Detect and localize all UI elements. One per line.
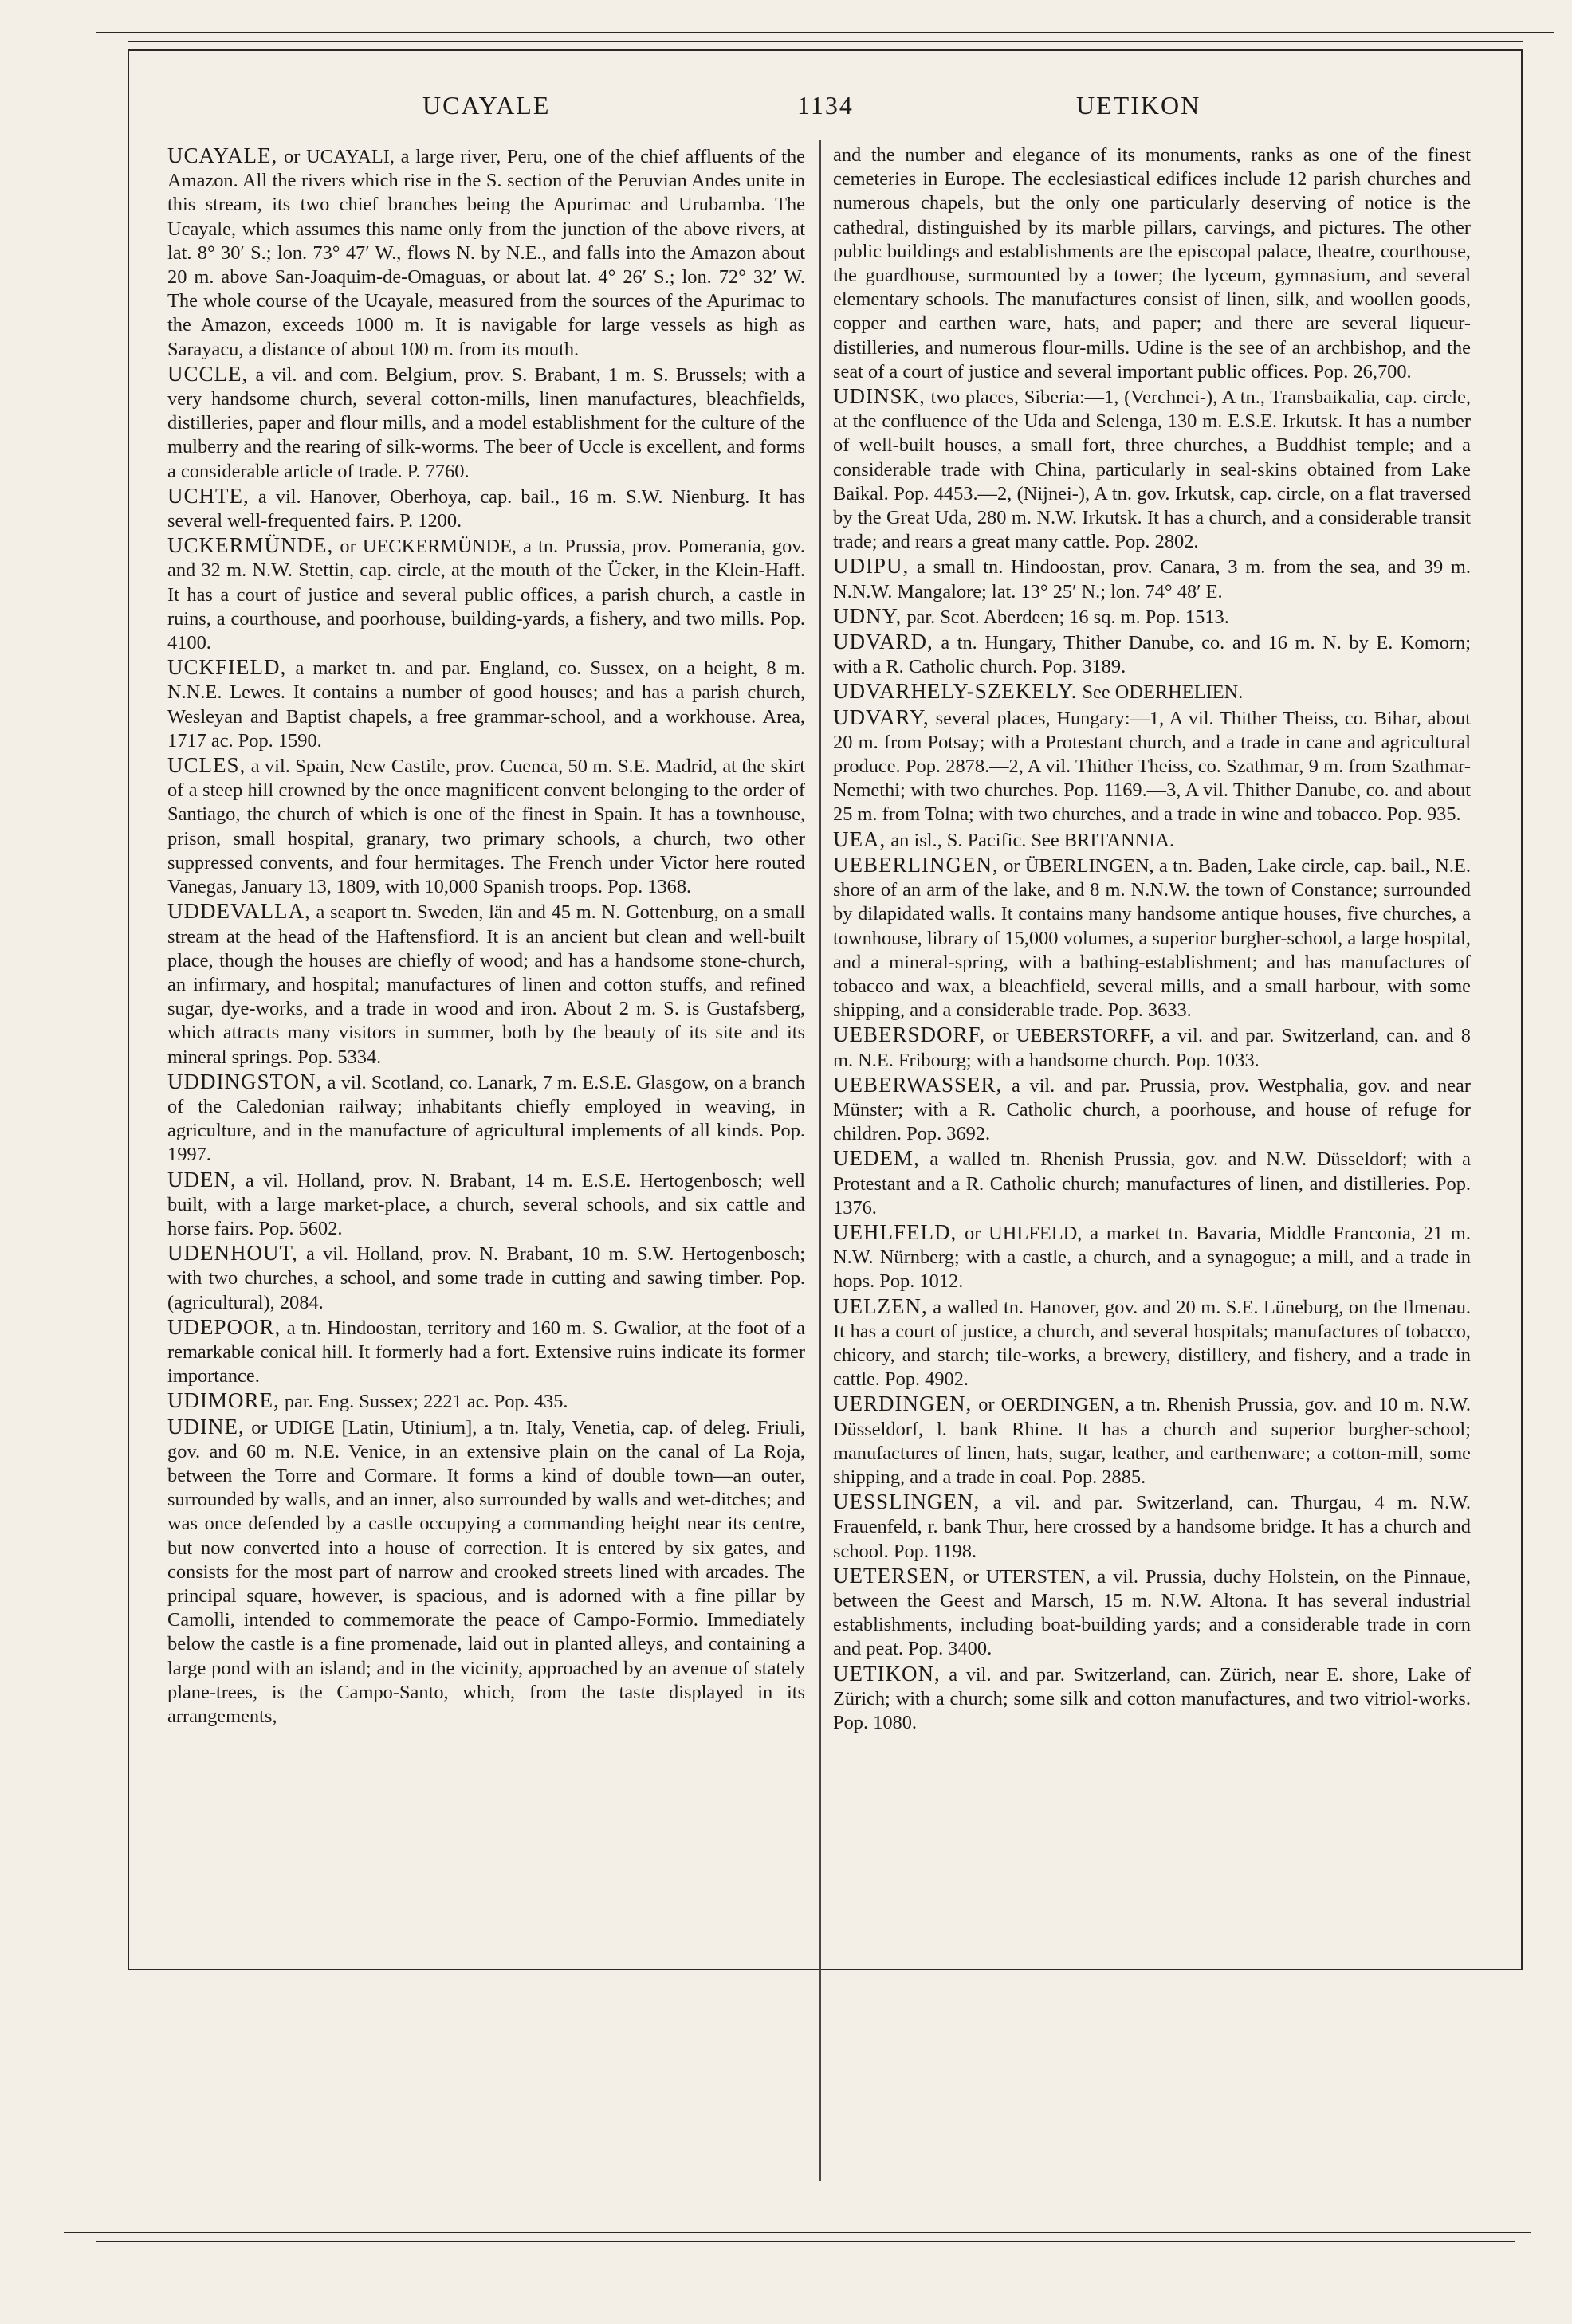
entry-text: a vil. Holland, prov. N. Brabant, 10 m. S.W. Hertogenbosch; with two churches, a school, and some trade in cutting and sawing timber. Pop. (agricultural), 2084. <box>167 1243 805 1313</box>
top-rule <box>96 32 1554 33</box>
gazetteer-entry <box>833 1564 1471 1662</box>
entry-headword: UCCLE, <box>167 361 249 386</box>
gazetteer-entry <box>167 484 805 533</box>
entry-text: two places, Siberia:—1, (Verchnei-), A tn., Transbaikalia, cap. circle, at the confluence of the Uda and Selenga, 130 m. E.S.E. Irkutsk. It has a number of well-built houses, a small fort, three churches, a Buddhist temple; and a considerable trade with China, particularly in seal-skins obtained from Lake Baikal. Pop. 4453.—2, (Nijnei-), A tn. gov. Irkutsk, cap. circle, on a flat traversed by the Great Uda, 280 m. N.W. Irkutsk. It has a church, and a considerable transit trade; and rears a great many cattle. Pop. 2802. <box>833 387 1471 553</box>
entry-text: par. Eng. Sussex; 2221 ac. Pop. 435. <box>279 1391 568 1413</box>
entry-headword: UDVARD, <box>833 630 933 654</box>
entry-headword: UDIMORE, <box>167 1388 280 1413</box>
gazetteer-entry <box>833 1662 1471 1736</box>
entry-headword: UEBERSDORF, <box>833 1023 986 1047</box>
gazetteer-entry <box>833 1294 1471 1392</box>
entry-text: See ODERHELIEN. <box>1077 681 1244 704</box>
entry-headword: UDINSK, <box>833 384 926 409</box>
bottom-rule <box>64 2232 1531 2233</box>
bottom-rule-thin <box>96 2241 1515 2242</box>
gazetteer-entry <box>833 1220 1471 1294</box>
entry-text: or UEBERSTORFF, a vil. and par. Switzerland, can. and 8 m. N.E. Fribourg; with a handsome church. Pop. 1033. <box>833 1025 1471 1071</box>
gazetteer-entry <box>167 655 805 753</box>
gazetteer-entry <box>167 1388 805 1414</box>
entry-headword: UESSLINGEN, <box>833 1490 981 1514</box>
entry-text: a walled tn. Rhenish Prussia, gov. and N.W. Düsseldorf; with a Protestant and a R. Catholic church; manufactures of linen, and distilleries. Pop. 1376. <box>833 1148 1471 1219</box>
entry-text: a vil. and par. Switzerland, can. Thurgau, 4 m. N.W. Frauenfeld, r. bank Thur, here crossed by a handsome bridge. It has a church and school. Pop. 1198. <box>833 1492 1471 1562</box>
entry-text: a vil. and par. Switzerland, can. Zürich, near E. shore, Lake of Zürich; with a church; some silk and cotton manufactures, and two vitriol-works. Pop. 1080. <box>833 1663 1471 1733</box>
gazetteer-entry <box>833 143 1471 384</box>
entry-headword: UEA, <box>833 826 886 851</box>
gazetteer-entry <box>833 554 1471 603</box>
gazetteer-entry <box>167 362 805 484</box>
entry-text: or UECKERMÜNDE, a tn. Prussia, prov. Pomerania, gov. and 32 m. N.W. Stettin, cap. circle, at the mouth of the Ücker, in the Klein-Haff. It has a court of justice and several public offices, a parish church, a castle in ruins, a courthouse, and poorhouse, building-yards, a fishery, and two mills. Pop. 4100. <box>167 536 805 654</box>
entry-headword: UCHTE, <box>167 483 250 508</box>
gazetteer-entry <box>167 1415 805 1729</box>
column-divider <box>819 140 821 2181</box>
entry-text: or ÜBERLINGEN, a tn. Baden, Lake circle, cap. bail., N.E. shore of an arm of the lake, and 8 m. N.N.W. the town of Constance; surrounded by dilapidated walls. It contains many handsome antique houses, five churches, a townhouse, library of 15,000 volumes, a superior burgher-school, a large hospital, and a mineral-spring, with a bathing-establishment; and has manufactures of tobacco and wax, a bleachfield, several mills, and a small harbour, with some shipping, and a considerable trade. Pop. 3633. <box>833 854 1471 1022</box>
entry-text: a vil. Hanover, Oberhoya, cap. bail., 16 m. S.W. Nienburg. It has several well-frequented fairs. P. 1200. <box>167 485 805 532</box>
entry-headword: UDIPU, <box>833 554 910 579</box>
entry-headword: UDNY, <box>833 603 902 628</box>
gazetteer-entry <box>167 753 805 899</box>
entry-headword: UDVARHELY-SZEKELY. <box>833 679 1078 704</box>
gazetteer-entry <box>833 679 1471 705</box>
entry-headword: UEHLFELD, <box>833 1219 957 1244</box>
entry-headword: UETERSEN, <box>833 1563 956 1588</box>
entry-text: a vil. and par. Prussia, prov. Westphalia, gov. and near Münster; with a R. Catholic church, a poorhouse, and house of refuge for children. Pop. 3692. <box>833 1074 1471 1145</box>
gazetteer-entry <box>167 1241 805 1315</box>
entry-text: a market tn. and par. England, co. Sussex, on a height, 8 m. N.N.E. Lewes. It contains a number of good houses; and has a parish church, Wesleyan and Baptist chapels, a free grammar-school, and a workhouse. Area, 1717 ac. Pop. 1590. <box>167 658 805 752</box>
gazetteer-entry <box>167 143 805 362</box>
top-rule-thin <box>128 41 1523 42</box>
entry-text: and the number and elegance of its monuments, ranks as one of the finest cemeteries in Europe. The ecclesiastical edifices include 12 parish churches and numerous chapels, but the only one particularly deserving of notice is the cathedral, distinguished by its marble pillars, carvings, and pictures. The other public buildings and establishments are the episcopal palace, theatre, courthouse, the guardhouse, surmounted by a tower; the lyceum, gymnasium, and several elementary schools. The manufactures consist of linen, silk, and woollen goods, copper and earthen ware, hats, and paper; and there are several liqueur-distilleries, and numerous flour-mills. Udine is the see of an archbishop, and the seat of a court of justice and several important public offices. Pop. 26,700. <box>833 144 1471 383</box>
entry-text: an isl., S. Pacific. See BRITANNIA. <box>886 829 1175 851</box>
entry-text: or UHLFELD, a market tn. Bavaria, Middle Franconia, 21 m. N.W. Nürnberg; with a castle, a church, and a synagogue; a mill, and a trade in hops. Pop. 1012. <box>833 1222 1471 1293</box>
gazetteer-entry <box>833 384 1471 554</box>
entry-text: par. Scot. Aberdeen; 16 sq. m. Pop. 1513. <box>902 606 1229 628</box>
entry-headword: UEDEM, <box>833 1146 920 1171</box>
entry-text: a vil. and com. Belgium, prov. S. Brabant, 1 m. S. Brussels; with a very handsome church, several cotton-mills, linen manufactures, bleachfields, distilleries, paper and flour mills, and a model establishment for the culture of the mulberry and the rearing of silk-worms. The beer of Uccle is excellent, and forms a considerable article of trade. P. 7760. <box>167 363 805 482</box>
page-number: 1134 <box>797 91 854 120</box>
gazetteer-entry <box>167 1168 805 1242</box>
gazetteer-entry <box>167 533 805 655</box>
entry-text: or UTERSTEN, a vil. Prussia, duchy Holstein, on the Pinnaue, between the Geest and Marsch, 15 m. N.W. Altona. It has several industrial establishments, including boat-building yards; and a considerable trade in corn and peat. Pop. 3400. <box>833 1565 1471 1660</box>
gazetteer-entry <box>833 1490 1471 1564</box>
entry-text: a tn. Hindoostan, territory and 160 m. S. Gwalior, at the foot of a remarkable conical hill. It formerly had a fort. Extensive ruins indicate its former importance. <box>167 1317 805 1388</box>
gazetteer-entry <box>833 604 1471 630</box>
gazetteer-entry <box>833 827 1471 853</box>
gazetteer-entry <box>167 899 805 1069</box>
entry-headword: UCLES, <box>167 753 246 778</box>
entry-headword: UDDINGSTON, <box>167 1069 323 1093</box>
entry-headword: UCKERMÜNDE, <box>167 533 334 558</box>
entry-headword: UDENHOUT, <box>167 1241 298 1266</box>
entry-headword: UDEPOOR, <box>167 1314 281 1339</box>
gazetteer-entry <box>833 705 1471 827</box>
entry-headword: UEBERWASSER, <box>833 1072 1003 1097</box>
gazetteer-entry <box>833 630 1471 679</box>
entry-headword: UETIKON, <box>833 1661 941 1686</box>
entry-text: a vil. Scotland, co. Lanark, 7 m. E.S.E. Glasgow, on a branch of the Caledonian railway; inhabitants chiefly employed in weaving, in agriculture, and in the manufacture of agricultural implements of all kinds. Pop. 1997. <box>167 1071 805 1166</box>
entry-text: or OERDINGEN, a tn. Rhenish Prussia, gov. and 10 m. N.W. Düsseldorf, l. bank Rhine. It has a church and superior burgher-school; manufactures of linen, hats, sugar, leather, and earthenware; a cotton-mill, some shipping, and a trade in coal. Pop. 2885. <box>833 1394 1471 1488</box>
gazetteer-entry <box>833 1392 1471 1490</box>
gazetteer-entry <box>833 1146 1471 1220</box>
gazetteer-entry <box>167 1315 805 1389</box>
running-header <box>167 86 1491 126</box>
header-right-word: UETIKON <box>1076 91 1201 120</box>
entry-text: a vil. Spain, New Castile, prov. Cuenca, 50 m. S.E. Madrid, at the skirt of a steep hill crowned by the once magnificent convent belonging to the order of Santiago, the church of which is one of the finest in Spain. It has a townhouse, prison, small hospital, granary, two primary schools, a church, two other suppressed convents, and four hermitages. The French under Victor here routed Vanegas, January 13, 1809, with 10,000 Spanish troops. Pop. 1368. <box>167 756 805 898</box>
entry-text: a tn. Hungary, Thither Danube, co. and 16 m. N. by E. Komorn; with a R. Catholic church. Pop. 3189. <box>833 632 1471 678</box>
right-column <box>833 143 1471 1735</box>
entry-headword: UEBERLINGEN, <box>833 852 999 877</box>
header-left-word: UCAYALE <box>422 91 551 120</box>
entry-headword: UDINE, <box>167 1414 245 1439</box>
entry-headword: UDVARY, <box>833 705 929 729</box>
entry-text: or UCAYALI, a large river, Peru, one of the chief affluents of the Amazon. All the rivers which rise in the S. section of the Peruvian Andes unite in this stream, its two chief branches being the Apurimac and Urubamba. The Ucayale, which assumes this name only from the junction of the above rivers, at lat. 8° 30′ S.; lon. 73° 47′ W., flows N. by N.E., and falls into the Amazon about 20 m. above San-Joaquim-de-Omaguas, or about lat. 4° 26′ S.; lon. 72° 32′ W. The whole course of the Ucayale, measured from the sources of the Apurimac to the Amazon, exceeds 1000 m. It is navigable for large vessels as high as Sarayacu, a distance of about 100 m. from its mouth. <box>167 146 805 360</box>
entry-text: several places, Hungary:—1, A vil. Thither Theiss, co. Bihar, about 20 m. from Potsay; with a Protestant church, and a trade in cane and agricultural produce. Pop. 2878.—2, A vil. Thither Theiss, co. Szathmar, 9 m. from Szathmar-Nemethi; with two churches. Pop. 1169.—3, A vil. Thither Danube, co. and about 25 m. from Tolna; with two churches, and a trade in wine and tobacco. Pop. 935. <box>833 707 1471 826</box>
entry-text: a seaport tn. Sweden, län and 45 m. N. Gottenburg, on a small stream at the head of the Haftensfiord. It is an ancient but clean and well-built place, though the houses are chiefly of wood; and has a handsome stone-church, an infirmary, and hospital; manufactures of linen and cotton stuffs, and refined sugar, dye-works, and a trade in wood and iron. About 2 m. S. is Gustafsberg, which attracts many visitors in summer, both by the beauty of its site and its mineral springs. Pop. 5334. <box>167 901 805 1068</box>
entry-headword: UDEN, <box>167 1167 237 1191</box>
entry-headword: UCAYALE, <box>167 143 278 167</box>
gazetteer-entry <box>167 1070 805 1168</box>
entry-headword: UELZEN, <box>833 1294 928 1318</box>
gazetteer-entry <box>833 1023 1471 1072</box>
gazetteer-entry <box>833 853 1471 1023</box>
entry-text: a walled tn. Hanover, gov. and 20 m. S.E. Lüneburg, on the Ilmenau. It has a court of justice, a church, and several hospitals; manufactures of tobacco, chicory, and starch; tile-works, a brewery, distillery, and fishery, and a trade in cattle. Pop. 4902. <box>833 1296 1471 1391</box>
entry-text: or UDIGE [Latin, Utinium], a tn. Italy, Venetia, cap. of deleg. Friuli, gov. and 60 m. N.E. Venice, in an extensive plain on the canal of La Roja, between the Torre and Cormare. It forms a kind of double town—an outer, surrounded by walls, and an inner, also surrounded by walls and wet-ditches; and was once defended by a castle occupying a commanding height near its centre, but now converted into a house of correction. It is entered by six gates, and consists for the most part of narrow and crooked streets lined with arcades. The principal square, however, is spacious, and is adorned with a fine pillar by Camolli, intended to commemorate the peace of Campo-Formio. Immediately below the castle is a fine promenade, laid out in planted alleys, and containing a large pond with an island; and in the vicinity, approached by an avenue of stately plane-trees, is the Campo-Santo, which, from the taste displayed in its arrangements, <box>167 1416 805 1727</box>
left-column <box>167 143 805 1729</box>
gazetteer-entry <box>833 1073 1471 1147</box>
entry-headword: UERDINGEN, <box>833 1392 973 1416</box>
entry-text: a small tn. Hindoostan, prov. Canara, 3 m. from the sea, and 39 m. N.N.W. Mangalore; lat. 13° 25′ N.; lon. 74° 48′ E. <box>833 556 1471 603</box>
entry-text: a vil. Holland, prov. N. Brabant, 14 m. E.S.E. Hertogenbosch; well built, with a large market-place, a church, several schools, and six cattle and horse fairs. Pop. 5602. <box>167 1169 805 1239</box>
entry-headword: UDDEVALLA, <box>167 899 311 924</box>
entry-headword: UCKFIELD, <box>167 655 287 680</box>
